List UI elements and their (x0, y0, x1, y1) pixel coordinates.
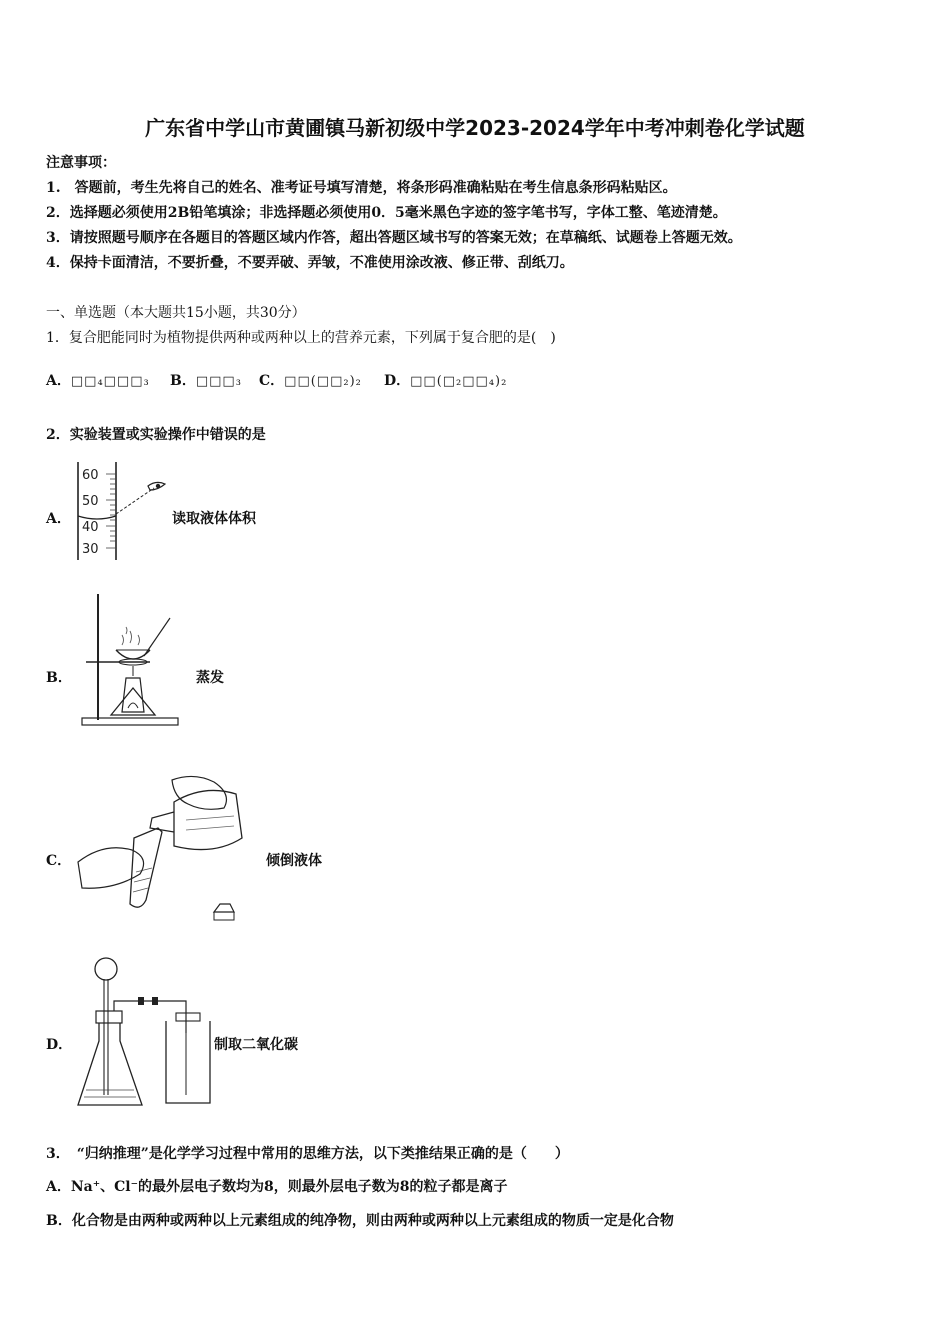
notice-item-4: 4．保持卡面清洁，不要折叠，不要弄破、弄皱，不准使用涂改液、修正带、刮纸刀。 (46, 255, 574, 271)
tick-label: 50 (82, 494, 99, 509)
option-formula: □□(□□₂)₂ (284, 374, 362, 389)
question-1-option-d (384, 370, 507, 390)
question-3-stem: 3． “归纳推理”是化学学习过程中常用的思维方法，以下类推结果正确的是（ ） (46, 1146, 569, 1162)
question-2-stem: 2．实验装置或实验操作中错误的是 (46, 427, 266, 443)
option-b-label: B． (46, 670, 72, 686)
evaporation-apparatus-figure (78, 590, 183, 730)
notice-item-3: 3．请按照题号顺序在各题目的答题区域内作答，超出答题区域书写的答案无效；在草稿纸、试题卷上答题无效。 (46, 230, 742, 246)
page-title: 广东省中学山市黄圃镇马新初级中学2023-2024学年中考冲刺卷化学试题 (145, 116, 805, 140)
option-c-caption: 倾倒液体 (266, 853, 322, 869)
option-label: C． (259, 373, 285, 389)
notice-item-1: 1. 答题前，考生先将自己的姓名、准考证号填写清楚，将条形码准确粘贴在考生信息条形码粘贴区。 (46, 180, 677, 196)
option-label: D． (384, 373, 411, 389)
notice-item-2: 2．选择题必须使用2B铅笔填涂；非选择题必须使用0．5毫米黑色字迹的签字笔书写，字体工整、笔迹清楚。 (46, 205, 727, 221)
graduated-cylinder-figure (72, 460, 172, 565)
notice-heading: 注意事项： (46, 155, 116, 171)
question-3-option-b: B．化合物是由两种或两种以上元素组成的纯净物，则由两种或两种以上元素组成的物质一定是化合物 (46, 1213, 674, 1229)
question-1-option-c (259, 370, 362, 390)
pouring-liquid-figure (74, 772, 246, 924)
option-formula: □□(□₂□□₄)₂ (410, 374, 508, 389)
option-a-label: A． (46, 511, 71, 527)
question-1-option-a (46, 370, 150, 390)
question-3-option-a: A．Na⁺、Cl⁻的最外层电子数均为8，则最外层电子数为8的粒子都是离子 (46, 1179, 508, 1195)
option-d-caption: 制取二氧化碳 (214, 1037, 298, 1053)
option-formula: □□₄□□□₃ (70, 374, 150, 389)
option-c-label: C． (46, 853, 72, 869)
tick-label: 60 (82, 468, 99, 483)
option-b-caption: 蒸发 (196, 670, 224, 686)
option-label: B． (170, 373, 196, 389)
co2-apparatus-figure (74, 955, 214, 1110)
option-a-caption: 读取液体体积 (172, 511, 256, 527)
option-label: A． (46, 373, 71, 389)
question-1-stem: 1．复合肥能同时为植物提供两种或两种以上的营养元素，下列属于复合肥的是( ) (46, 330, 556, 346)
question-1-option-b (170, 370, 242, 390)
tick-label: 30 (82, 542, 99, 557)
option-formula: □□□₃ (195, 374, 242, 389)
section-heading: 一、单选题（本大题共15小题，共30分） (46, 305, 306, 321)
option-d-label: D． (46, 1037, 73, 1053)
tick-label: 40 (82, 520, 99, 535)
